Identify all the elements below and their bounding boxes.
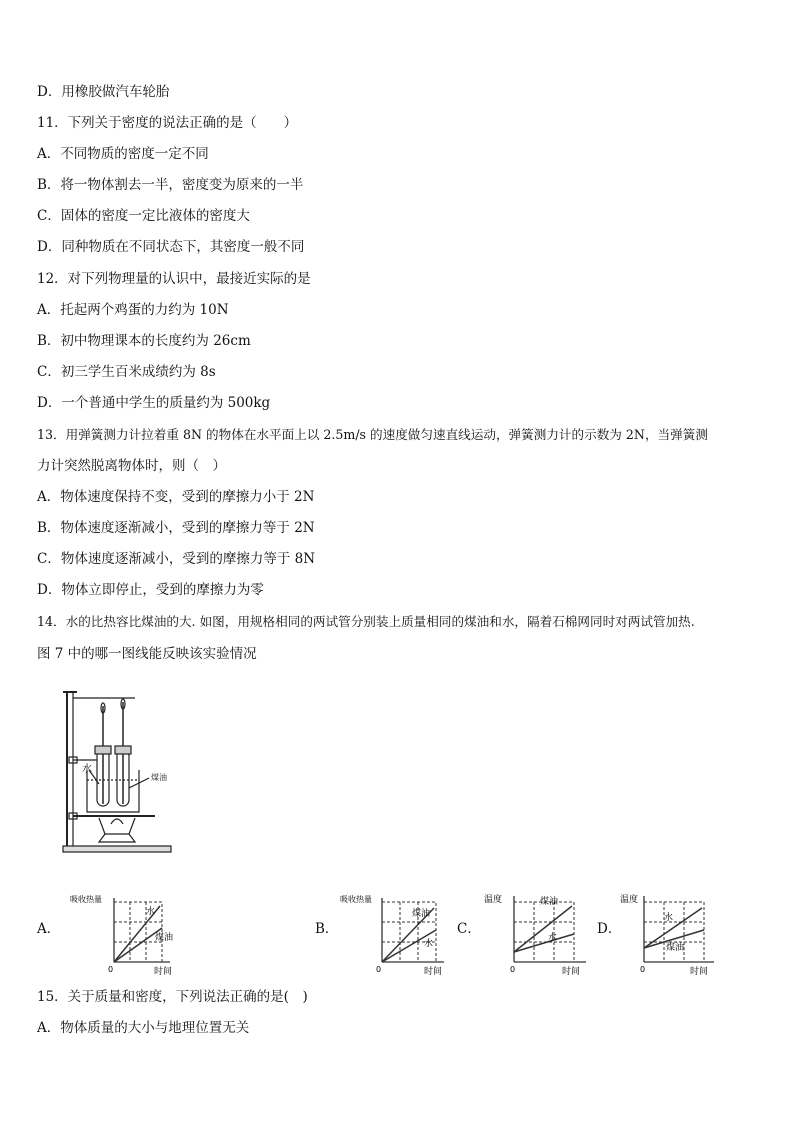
question-11: 11．下列关于密度的说法正确的是（ ） (37, 115, 298, 131)
graph-d-xlabel: 时间 (690, 967, 709, 976)
apparatus-kerosene-label: 煤油 (151, 773, 167, 782)
graph-option-d-letter: D． (597, 921, 622, 937)
option-q12-d: D．一个普通中学生的质量约为 500kg (37, 395, 271, 411)
graph-b-xlabel: 时间 (424, 967, 443, 976)
graph-b (330, 894, 448, 976)
graph-a-origin: 0 (108, 965, 114, 974)
question-14-line-1: 14．水的比热容比煤油的大. 如图，用规格相同的两试管分别装上质量相同的煤油和水，隔着石棉网同时对两试管加热. (37, 614, 695, 629)
question-13-line-1: 13．用弹簧测力计拉着重 8N 的物体在水平面上以 2.5m/s 的速度做匀速直线运动，弹簧测力计的示数为 2N，当弹簧测 (37, 427, 708, 442)
option-q13-c: C．物体速度逐渐减小，受到的摩擦力等于 8N (37, 551, 316, 567)
graph-option-a-letter: A． (37, 921, 61, 937)
option-q11-d: D．同种物质在不同状态下，其密度一般不同 (37, 239, 305, 255)
graph-c-xlabel: 时间 (562, 967, 581, 976)
graph-c-line-upper (514, 906, 572, 952)
option-q11-b: B．将一物体割去一半，密度变为原来的一半 (37, 177, 304, 193)
graph-c (478, 890, 590, 976)
option-q10-d: D．用橡胶做汽车轮胎 (37, 84, 170, 100)
graph-c-line-lower (514, 934, 574, 952)
graph-b-ylabel: 吸收热量 (340, 895, 372, 904)
option-q15-a: A．物体质量的大小与地理位置无关 (37, 1020, 250, 1036)
graph-b-upper-label: 煤油 (412, 909, 431, 919)
apparatus-water-label: 水 (82, 764, 92, 775)
graph-option-c-letter: C． (457, 921, 481, 937)
graph-d-origin: 0 (640, 965, 646, 974)
question-14-line-2: 图 7 中的哪一图线能反映该实验情况 (37, 646, 257, 662)
graph-b-origin: 0 (376, 965, 382, 974)
option-q12-a: A．托起两个鸡蛋的力约为 10N (37, 302, 229, 318)
graph-a-ylabel: 吸收热量 (70, 895, 102, 904)
option-q11-c: C．固体的密度一定比液体的密度大 (37, 208, 250, 224)
heating-apparatus-figure (55, 684, 175, 856)
question-13-line-2: 力计突然脱离物体时，则（ ） (37, 458, 226, 474)
option-q11-a: A．不同物质的密度一定不同 (37, 146, 209, 162)
question-15: 15．关于质量和密度，下列说法正确的是( ) (37, 989, 308, 1005)
option-q12-c: C．初三学生百米成绩约为 8s (37, 364, 216, 380)
option-q13-a: A．物体速度保持不变，受到的摩擦力小于 2N (37, 489, 315, 505)
graph-c-origin: 0 (510, 965, 516, 974)
graph-d-upper-label: 水 (664, 913, 674, 923)
graph-option-b-letter: B． (315, 921, 339, 937)
question-12: 12．对下列物理量的认识中，最接近实际的是 (37, 271, 311, 287)
graph-a-lower-label: 煤油 (155, 933, 174, 943)
option-q13-d: D．物体立即停止，受到的摩擦力为零 (37, 582, 264, 598)
graph-d (618, 890, 718, 976)
graph-a-upper-label: 水 (146, 907, 156, 917)
graph-c-ylabel: 温度 (484, 895, 503, 905)
graph-a-xlabel: 时间 (154, 967, 173, 976)
graph-c-upper-label: 煤油 (540, 897, 559, 907)
graph-c-lower-label: 水 (548, 933, 558, 943)
graph-a (62, 894, 174, 976)
graph-d-lower-label: 煤油 (666, 943, 685, 953)
graph-d-ylabel: 温度 (620, 895, 639, 905)
graph-b-lower-label: 水 (424, 939, 434, 949)
option-q13-b: B．物体速度逐渐减小，受到的摩擦力等于 2N (37, 520, 315, 536)
option-q12-b: B．初中物理课本的长度约为 26cm (37, 333, 251, 349)
